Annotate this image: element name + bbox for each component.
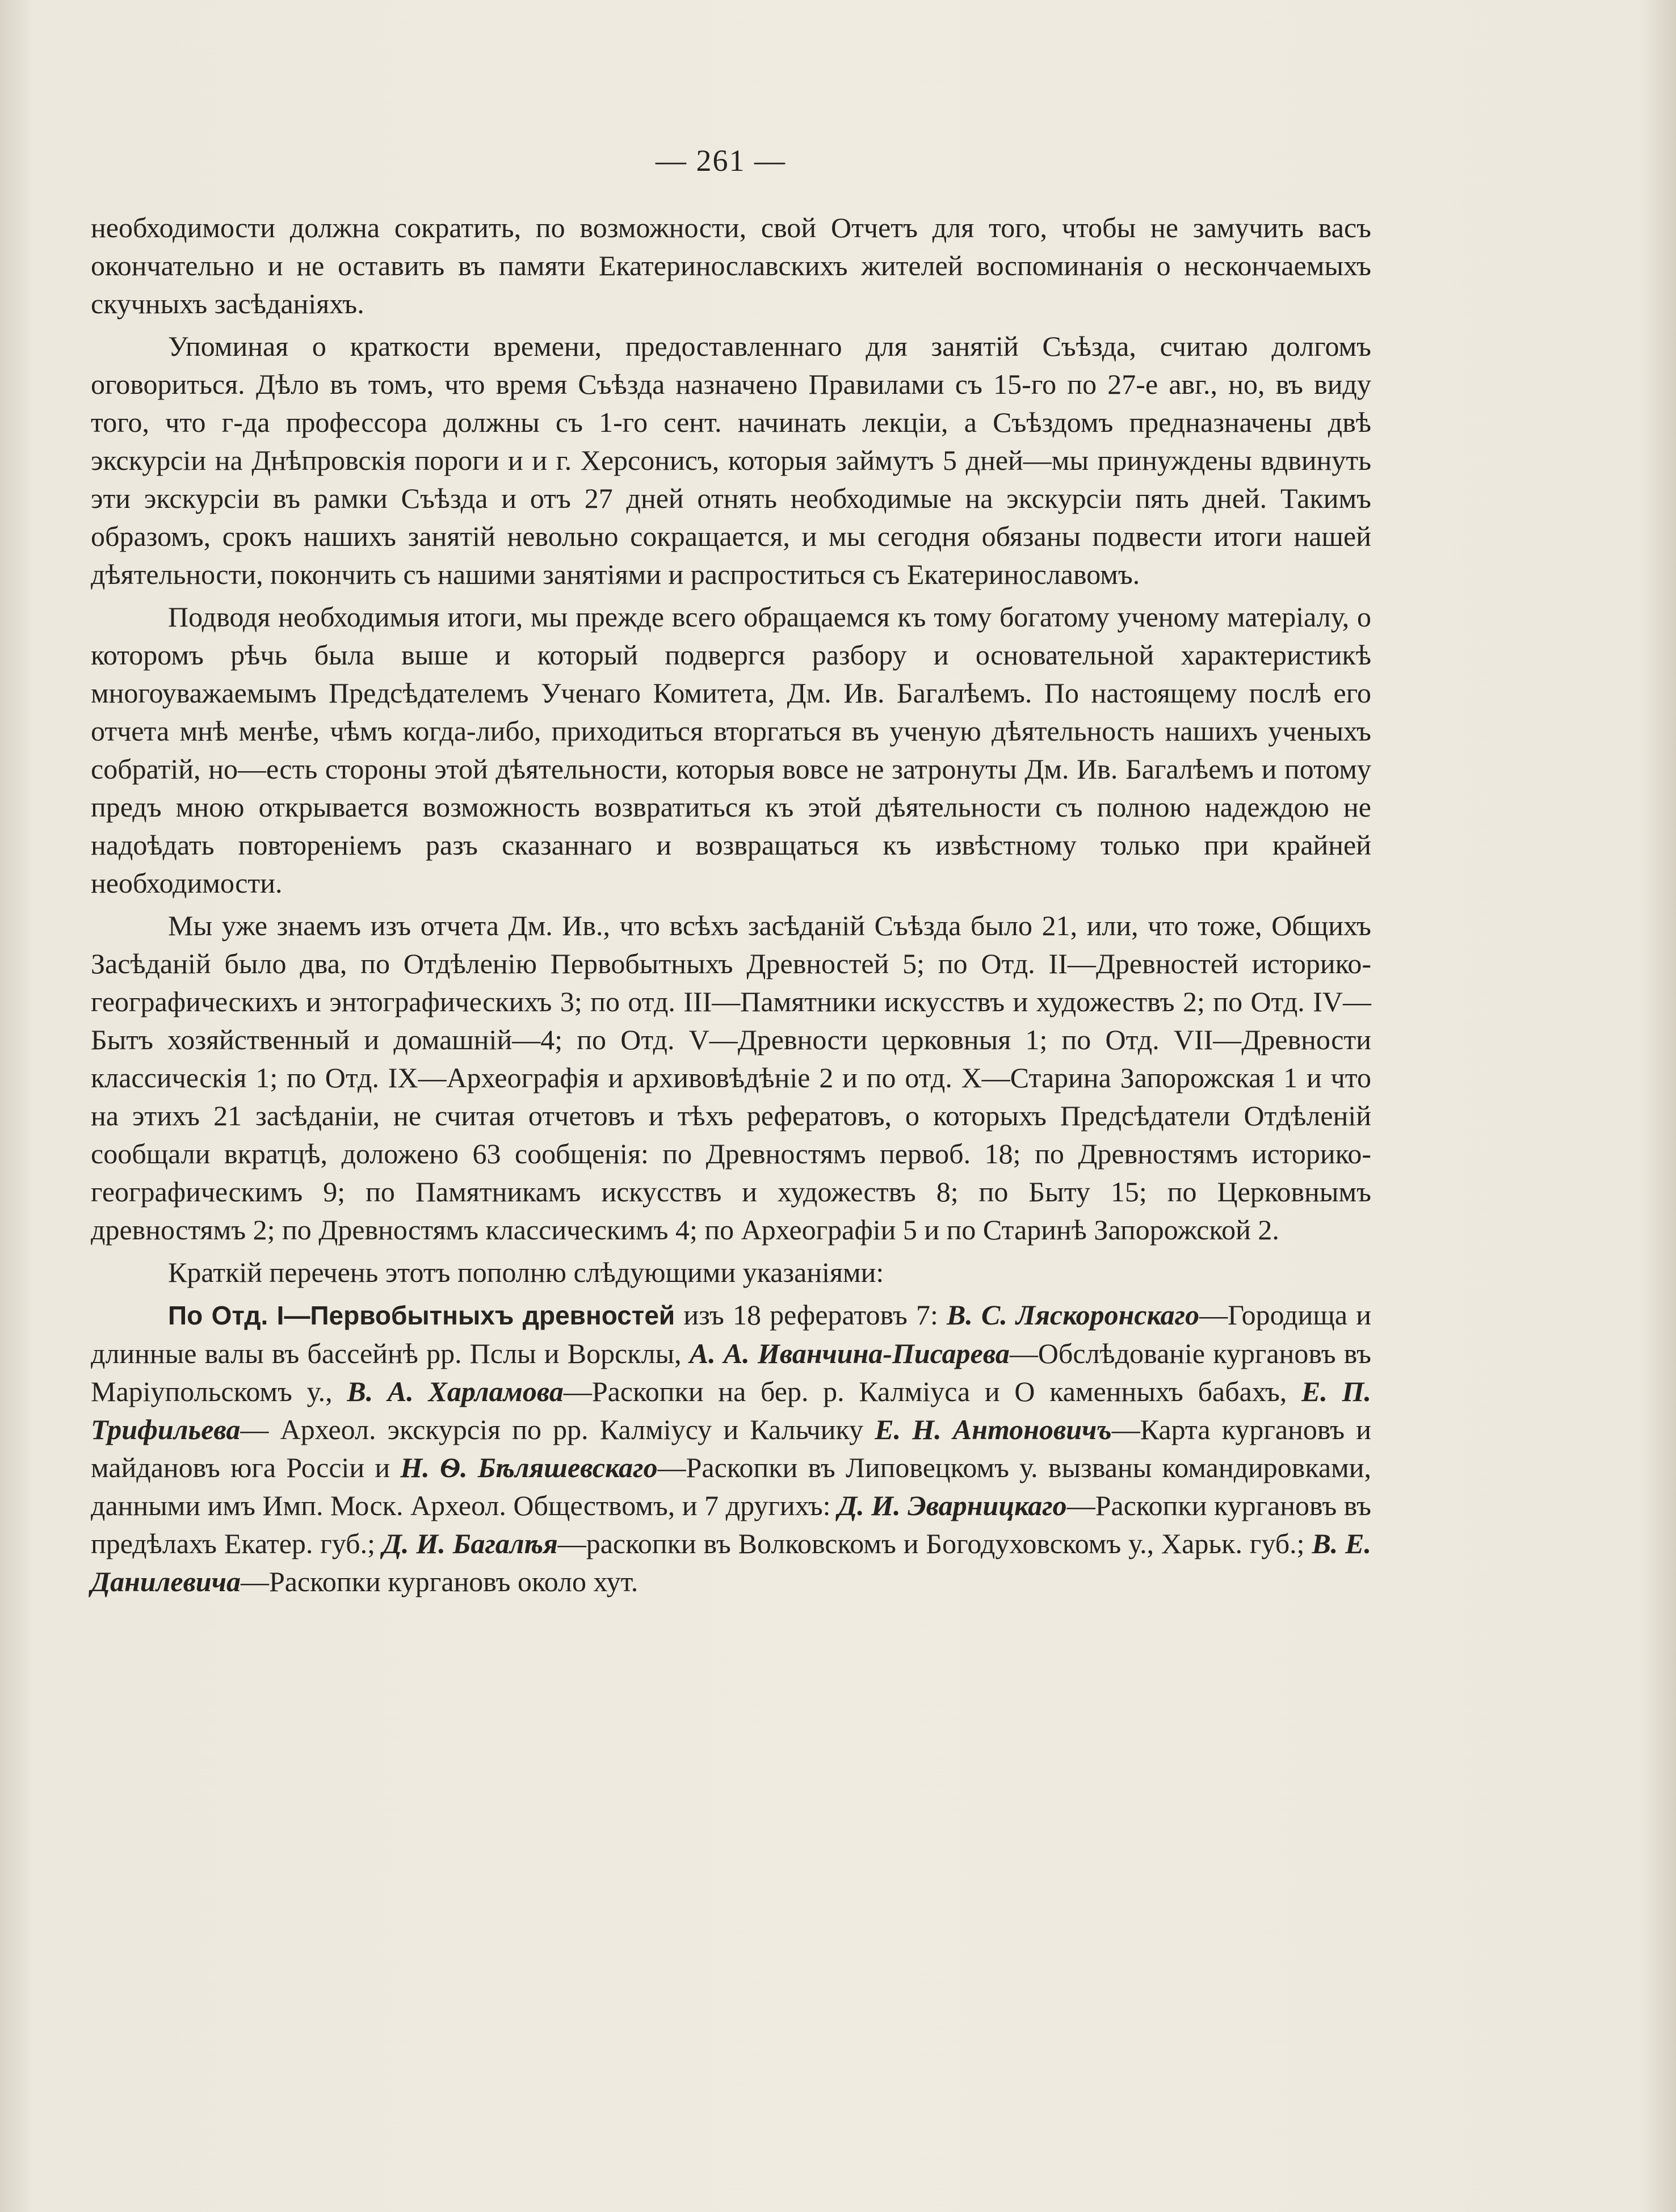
author-name: Н. Ѳ. Бѣляшевскаго	[400, 1452, 658, 1483]
body-text	[91, 209, 1371, 1605]
paragraph-6	[91, 1296, 1371, 1601]
section-heading: По Отд. I—Первобытныхъ древностей	[168, 1301, 675, 1330]
author-name: Д. И. Эварницкаго	[838, 1490, 1067, 1521]
paragraph-1: необходимости должна сократить, по возможности, свой Отчетъ для того, чтобы не замучить васъ окончательно и не оставить въ памяти Екатеринославскихъ жителей воспоминанія о нескончаемыхъ скучныхъ засѣданіяхъ.	[91, 212, 1371, 319]
text-segment: —Раскопки кургановъ въ предѣлахъ Екатер. губ.;	[91, 1490, 1372, 1559]
text-segment: —Раскопки на бер. р. Калміуса и О каменныхъ бабахъ,	[563, 1376, 1287, 1407]
text-segment: —Карта кургановъ и майдановъ юга Россіи и	[91, 1414, 1372, 1483]
text-segment: — Археол. экскурсія по рр. Калміусу и Кальчику	[240, 1414, 864, 1445]
author-name: В. Е. Данилевича	[91, 1528, 1372, 1597]
paragraph-4: Мы уже знаемъ изъ отчета Дм. Ив., что всѣхъ засѣданій Съѣзда было 21, или, что тоже, Общихъ Засѣданій было два, по Отдѣленію Первобытныхъ Древностей 5; по Отд. II—Древностей историко-географическихъ и энтографическихъ 3; по отд. III—Памятники искусствъ и художествъ 2; по Отд. IV—Бытъ хозяйственный и домашній—4; по Отд. V—Древности церковныя 1; по Отд. VII—Древности классическія 1; по Отд. IX—Археографія и архивовѣдѣніе 2 и по отд. X—Старина Запорожская 1 и что на этихъ 21 засѣданіи, не считая отчетовъ и тѣхъ рефератовъ, о которыхъ Предсѣдатели Отдѣленій сообщали вкратцѣ, доложено 63 сообщенія: по Древностямъ первоб. 18; по Древностямъ историко-географическимъ 9; по Памятникамъ искусствъ и художествъ 8; по Быту 15; по Церковнымъ древностямъ 2; по Древностямъ классическимъ 4; по Археографіи 5 и по Старинѣ Запорожской 2.	[91, 910, 1371, 1246]
text-segment: —раскопки въ Волковскомъ и Богодуховскомъ у., Харьк. губ.;	[557, 1528, 1305, 1559]
paragraph-3: Подводя необходимыя итоги, мы прежде всего обращаемся къ тому богатому ученому матеріалу, о которомъ рѣчь была выше и который подвергся разбору и основательной характеристикѣ многоуважаемымъ Предсѣдателемъ Ученаго Комитета, Дм. Ив. Багалѣемъ. По настоящему послѣ его отчета мнѣ менѣе, чѣмъ когда-либо, приходиться вторгаться въ ученую дѣятельность нашихъ ученыхъ собратій, но—есть стороны этой дѣятельности, которыя вовсе не затронуты Дм. Ив. Багалѣемъ и потому предъ мною открывается возможность возвратиться къ этой дѣятельности съ полною надеждою не надоѣдать повтореніемъ разъ сказаннаго и возвращаться къ извѣстному только при крайней необходимости.	[91, 601, 1371, 899]
paragraph-5: Краткій перечень этотъ пополню слѣдующими указаніями:	[168, 1256, 884, 1288]
text-segment: изъ 18 рефератовъ 7:	[683, 1299, 938, 1331]
author-name: Е. П. Трифильева	[91, 1376, 1372, 1445]
text-segment: —Раскопки кургановъ около хут.	[240, 1566, 639, 1597]
author-name: Д. И. Багалѣя	[382, 1528, 558, 1559]
author-name: Е. Н. Антоновичъ	[875, 1414, 1112, 1445]
text-segment: —Городища и длинные валы въ бассейнѣ рр. Пслы и Ворсклы,	[91, 1299, 1371, 1369]
author-name: В. А. Харламова	[347, 1376, 564, 1407]
author-name: А. А. Иванчина-Писарева	[689, 1338, 1010, 1369]
text-segment: —Раскопки въ Липовецкомъ у. вызваны командировками, данными имъ Имп. Моск. Археол. Обществомъ, и 7 другихъ:	[91, 1452, 1372, 1521]
paragraph-2: Упоминая о краткости времени, предоставленнаго для занятій Съѣзда, считаю долгомъ оговориться. Дѣло въ томъ, что время Съѣзда назначено Правилами съ 15-го по 27-е авг., но, въ виду того, что г-да профессора должны съ 1-го сент. начинать лекціи, а Съѣздомъ предназначены двѣ экскурсіи на Днѣпровскія пороги и и г. Херсонисъ, которыя займутъ 5 дней—мы принуждены вдвинуть эти экскурсіи въ рамки Съѣзда и отъ 27 дней отнять необходимые на экскурсіи пять дней. Такимъ образомъ, срокъ нашихъ занятій невольно сокращается, и мы сегодня обязаны подвести итоги нашей дѣятельности, покончить съ нашими занятіями и распроститься съ Екатеринославомъ.	[91, 330, 1371, 590]
text-segment: —Обслѣдованіе кургановъ въ Маріупольскомъ у.,	[91, 1338, 1371, 1407]
author-name: В. С. Ляскоронскаго	[946, 1299, 1200, 1331]
page-number: — 261 —	[656, 144, 786, 178]
